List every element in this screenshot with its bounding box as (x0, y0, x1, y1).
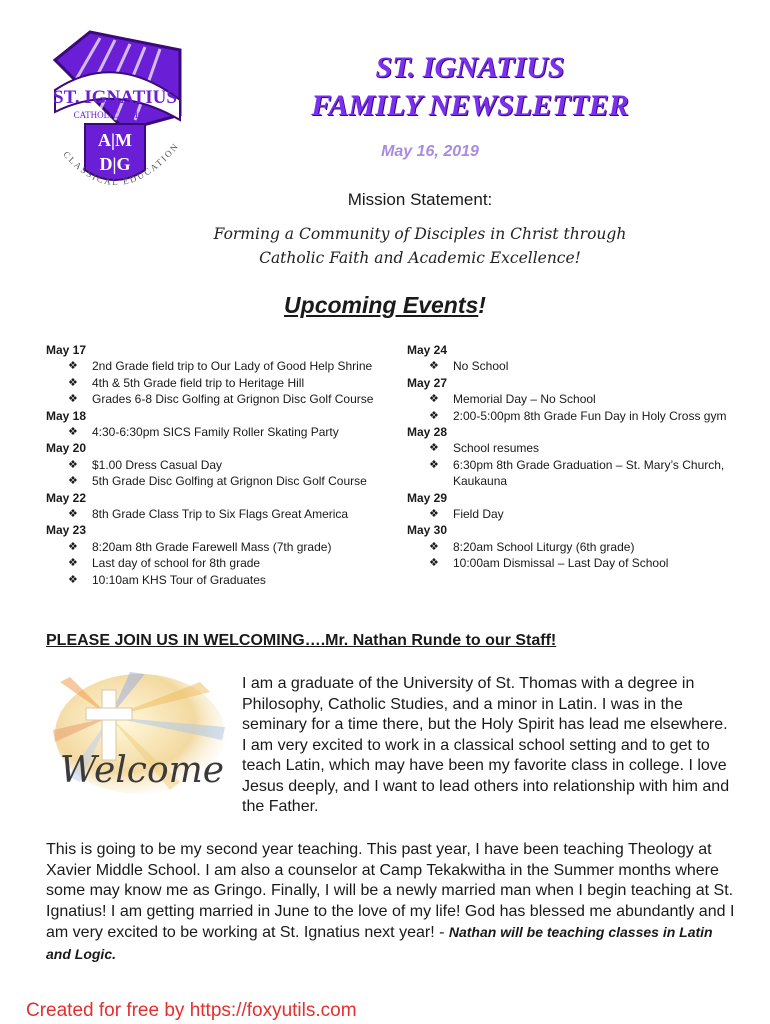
event-text: 6:30pm 8th Grade Graduation – St. Mary’s Church, Kaukauna (453, 457, 725, 489)
diamond-bullet-icon: ❖ (68, 557, 78, 570)
event-item (46, 506, 396, 522)
diamond-bullet-icon: ❖ (429, 458, 439, 471)
events-heading (200, 292, 570, 319)
event-item (46, 391, 396, 407)
diamond-bullet-icon: ❖ (429, 360, 439, 373)
logo-monogram-top: A|M (98, 130, 132, 150)
event-text: $1.00 Dress Casual Day (92, 457, 223, 472)
diamond-bullet-icon: ❖ (429, 557, 439, 570)
event-text: Memorial Day – No School (453, 392, 596, 407)
diamond-bullet-icon: ❖ (68, 426, 78, 439)
logo-monogram-bottom: D|G (99, 154, 131, 174)
mission-heading: Mission Statement: (347, 190, 493, 209)
event-item (46, 358, 396, 374)
event-day: May 27 (407, 375, 448, 390)
events-heading-text: Upcoming Events (284, 292, 479, 318)
newsletter-title-line2: FAMILY NEWSLETTER (311, 89, 629, 122)
diamond-bullet-icon: ❖ (429, 540, 439, 553)
event-text: Last day of school for 8th grade (92, 556, 261, 571)
diamond-bullet-icon: ❖ (68, 393, 78, 406)
bio-paragraph-1: I am a graduate of the University of St. Thomas with a degree in Philosophy, Catholic Studies, and a minor in Latin. I was in the seminary for a time there, but the Holy Spirit has lead me elsewhere. I am very excited to work in a classical school setting and to get to teach Latin, which may have been my favorite class in college. I love Jesus deeply, and I want to lead others into relationship with him and the Father. (242, 675, 730, 815)
mission-statement (180, 222, 660, 270)
event-item (46, 424, 396, 440)
event-text: 8:20am School Liturgy (6th grade) (453, 539, 635, 554)
event-item (46, 555, 396, 571)
event-text: 10:00am Dismissal – Last Day of School (453, 556, 669, 571)
diamond-bullet-icon: ❖ (429, 393, 439, 406)
event-item (46, 457, 396, 473)
event-day: May 24 (407, 343, 448, 357)
event-item (407, 539, 727, 555)
bio-paragraph-2-text: This is going to be my second year teaching. This past year, I have been teaching Theology at Xavier Middle School. I am also a counselor at Camp Tekakwitha in the Summer months where some may know me as Gringo. Finally, I will be a newly married man when I begin teaching at St. Ignatius! I am getting married in June to the love of my life! God has blessed me abundantly and I am very excited to be working at St. Ignatius next year! - (46, 841, 735, 941)
diamond-bullet-icon: ❖ (68, 540, 78, 553)
welcome-image (50, 672, 230, 812)
event-text: 8:20am 8th Grade Farewell Mass (7th grade) (92, 539, 332, 554)
event-item (407, 506, 727, 522)
event-text: 4:30-6:30pm SICS Family Roller Skating Party (92, 425, 339, 440)
event-day: May 17 (46, 343, 87, 357)
logo-banner-text: ST. IGNATIUS (53, 87, 177, 108)
bio-paragraph-2 (46, 840, 736, 965)
event-item (407, 457, 727, 490)
diamond-bullet-icon: ❖ (429, 442, 439, 455)
event-text: 10:10am KHS Tour of Graduates (92, 572, 266, 587)
event-day: May 28 (407, 425, 448, 440)
diamond-bullet-icon: ❖ (68, 360, 78, 373)
event-item (46, 473, 396, 489)
diamond-bullet-icon: ❖ (429, 508, 439, 521)
event-text: School resumes (453, 441, 540, 456)
diamond-bullet-icon: ❖ (429, 409, 439, 422)
logo-arc-text: CLASSICAL EDUCATION (61, 140, 182, 188)
events-heading-suffix: ! (478, 292, 486, 318)
event-item (46, 539, 396, 555)
event-text: Grades 6-8 Disc Golfing at Grignon Disc Golf Course (92, 392, 374, 407)
event-day: May 30 (407, 523, 448, 538)
welcome-heading: PLEASE JOIN US IN WELCOMING….Mr. Nathan Runde to our Staff! (46, 632, 557, 649)
event-text: 2nd Grade field trip to Our Lady of Good Help Shrine (92, 359, 373, 374)
event-day: May 22 (46, 490, 87, 505)
event-text: 4th & 5th Grade field trip to Heritage Hill (92, 375, 305, 390)
mission-line-1: Forming a Community of Disciples in Christ through (213, 225, 627, 243)
footer-watermark: Created for free by https://foxyutils.com (26, 1000, 357, 1021)
event-item (407, 391, 727, 407)
school-logo (30, 20, 200, 210)
event-text: 2:00-5:00pm 8th Grade Fun Day in Holy Cross gym (453, 408, 727, 423)
bio-closing: Nathan will be teaching classes in Latin and Logic. (46, 924, 713, 962)
diamond-bullet-icon: ❖ (68, 475, 78, 488)
event-day: May 20 (46, 441, 87, 456)
event-text: Field Day (453, 507, 504, 522)
event-item (407, 555, 727, 571)
events-column-right (407, 342, 727, 572)
diamond-bullet-icon: ❖ (68, 376, 78, 389)
diamond-bullet-icon: ❖ (68, 573, 78, 586)
mission-line-2: Catholic Faith and Academic Excellence! (259, 249, 581, 267)
event-item (46, 375, 396, 391)
event-day: May 29 (407, 490, 448, 505)
event-item (407, 440, 727, 456)
event-text: 5th Grade Disc Golfing at Grignon Disc Golf Course (92, 474, 367, 489)
event-text: 8th Grade Class Trip to Six Flags Great America (92, 507, 349, 522)
event-day: May 23 (46, 523, 87, 538)
event-item (46, 572, 396, 588)
welcome-image-text: Welcome (59, 750, 225, 791)
events-column-left (46, 342, 396, 588)
event-text: No School (453, 359, 509, 374)
logo-subtitle: CATHOLIC SCHOOL (73, 110, 157, 120)
newsletter-title-line1: ST. IGNATIUS (375, 51, 565, 84)
event-day: May 18 (46, 408, 87, 423)
event-item (407, 358, 727, 374)
newsletter-date: May 16, 2019 (381, 143, 479, 160)
diamond-bullet-icon: ❖ (68, 508, 78, 521)
event-item (407, 408, 727, 424)
diamond-bullet-icon: ❖ (68, 458, 78, 471)
